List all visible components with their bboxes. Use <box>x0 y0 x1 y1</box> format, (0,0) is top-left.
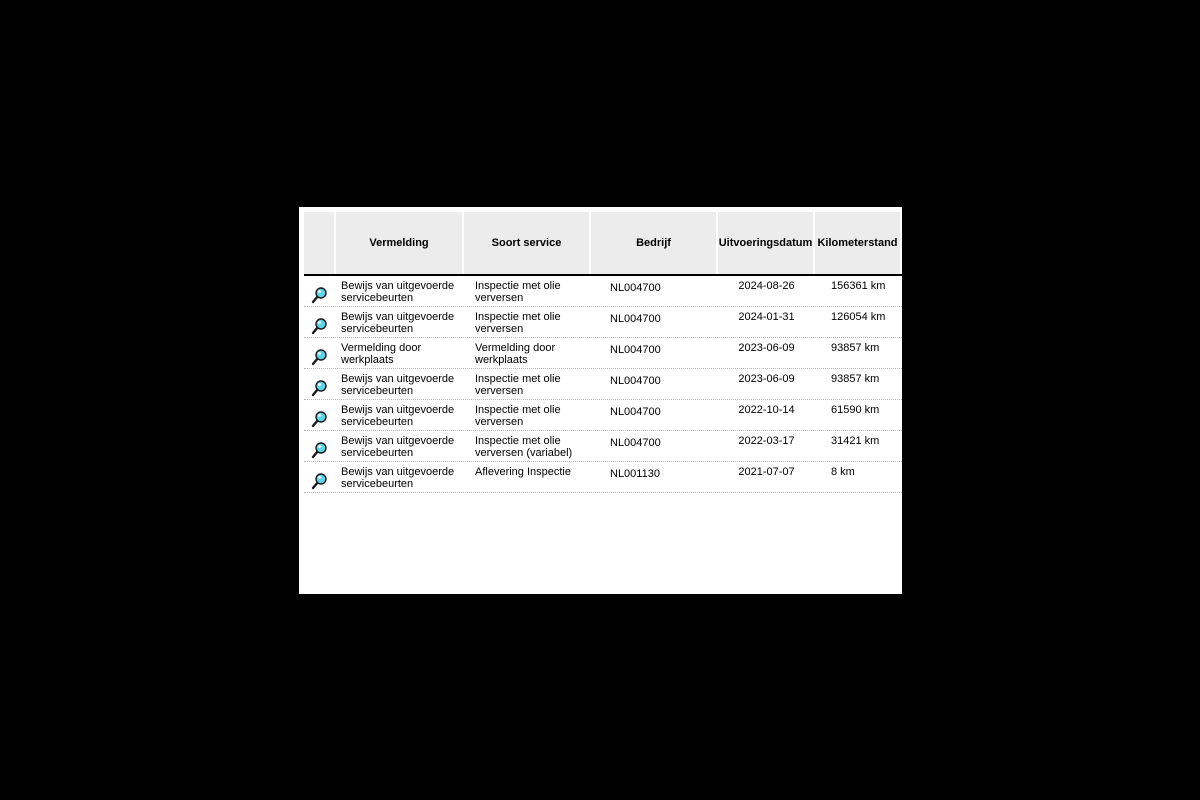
row-icon-cell[interactable] <box>304 369 336 399</box>
cell-kilometerstand: 156361 km <box>831 280 886 292</box>
cell-vermelding: Bewijs van uitgevoerde servicebeurten <box>341 280 455 304</box>
magnifier-icon[interactable] <box>310 317 328 335</box>
cell-soort-service: Inspectie met olie verversen <box>475 311 561 335</box>
cell-kilometerstand: 93857 km <box>831 342 880 354</box>
cell-kilometerstand: 93857 km <box>831 373 880 385</box>
cell-soort-service: Inspectie met olie verversen <box>475 280 561 304</box>
cell-uitvoeringsdatum: 2022-03-17 <box>738 435 795 447</box>
header-kilometerstand[interactable]: Kilometerstand <box>815 212 902 274</box>
header-icon-column <box>304 212 336 274</box>
table-row[interactable] <box>304 462 902 493</box>
row-icon-cell[interactable] <box>304 307 336 337</box>
table-row[interactable] <box>304 369 902 400</box>
magnifier-icon[interactable] <box>310 348 328 366</box>
cell-kilometerstand: 61590 km <box>831 404 880 416</box>
cell-kilometerstand: 31421 km <box>831 435 880 447</box>
table-header-row <box>304 212 902 276</box>
cell-vermelding: Bewijs van uitgevoerde servicebeurten <box>341 311 455 335</box>
row-icon-cell[interactable] <box>304 276 336 306</box>
magnifier-icon[interactable] <box>310 472 328 490</box>
row-icon-cell[interactable] <box>304 338 336 368</box>
magnifier-icon[interactable] <box>310 410 328 428</box>
magnifier-icon[interactable] <box>310 441 328 459</box>
cell-vermelding: Vermelding door werkplaats <box>341 342 422 366</box>
cell-kilometerstand: 126054 km <box>831 311 886 323</box>
table-row[interactable] <box>304 307 902 338</box>
cell-soort-service: Inspectie met olie verversen <box>475 404 561 428</box>
cell-bedrijf: NL004700 <box>610 406 661 418</box>
header-soort-service[interactable]: Soort service <box>464 212 591 274</box>
magnifier-icon[interactable] <box>310 379 328 397</box>
service-history-table <box>304 212 902 493</box>
cell-vermelding: Bewijs van uitgevoerde servicebeurten <box>341 373 455 397</box>
cell-soort-service: Inspectie met olie verversen <box>475 373 561 397</box>
cell-uitvoeringsdatum: 2024-01-31 <box>738 311 795 323</box>
cell-vermelding: Bewijs van uitgevoerde servicebeurten <box>341 466 455 490</box>
header-uitvoeringsdatum[interactable]: Uitvoeringsdatum <box>718 212 815 274</box>
cell-bedrijf: NL001130 <box>610 468 660 480</box>
cell-uitvoeringsdatum: 2023-06-09 <box>738 342 795 354</box>
cell-soort-service: Inspectie met olie verversen (variabel) <box>475 435 573 459</box>
cell-bedrijf: NL004700 <box>610 344 661 356</box>
cell-vermelding: Bewijs van uitgevoerde servicebeurten <box>341 435 455 459</box>
magnifier-icon[interactable] <box>310 286 328 304</box>
cell-uitvoeringsdatum: 2024-08-26 <box>738 280 795 292</box>
header-vermelding[interactable]: Vermelding <box>336 212 464 274</box>
table-row[interactable] <box>304 276 902 307</box>
cell-bedrijf: NL004700 <box>610 437 661 449</box>
cell-vermelding: Bewijs van uitgevoerde servicebeurten <box>341 404 455 428</box>
table-body <box>304 276 902 493</box>
cell-bedrijf: NL004700 <box>610 375 661 387</box>
cell-uitvoeringsdatum: 2023-06-09 <box>738 373 795 385</box>
cell-bedrijf: NL004700 <box>610 282 661 294</box>
cell-soort-service: Vermelding door werkplaats <box>475 342 556 366</box>
table-row[interactable] <box>304 431 902 462</box>
cell-uitvoeringsdatum: 2021-07-07 <box>738 466 795 478</box>
cell-uitvoeringsdatum: 2022-10-14 <box>738 404 795 416</box>
row-icon-cell[interactable] <box>304 431 336 461</box>
cell-bedrijf: NL004700 <box>610 313 661 325</box>
row-icon-cell[interactable] <box>304 400 336 430</box>
table-row[interactable] <box>304 338 902 369</box>
cell-kilometerstand: 8 km <box>831 466 855 478</box>
header-bedrijf[interactable]: Bedrijf <box>591 212 718 274</box>
table-row[interactable] <box>304 400 902 431</box>
row-icon-cell[interactable] <box>304 462 336 492</box>
service-history-panel <box>299 207 902 594</box>
cell-soort-service: Aflevering Inspectie <box>475 466 571 478</box>
